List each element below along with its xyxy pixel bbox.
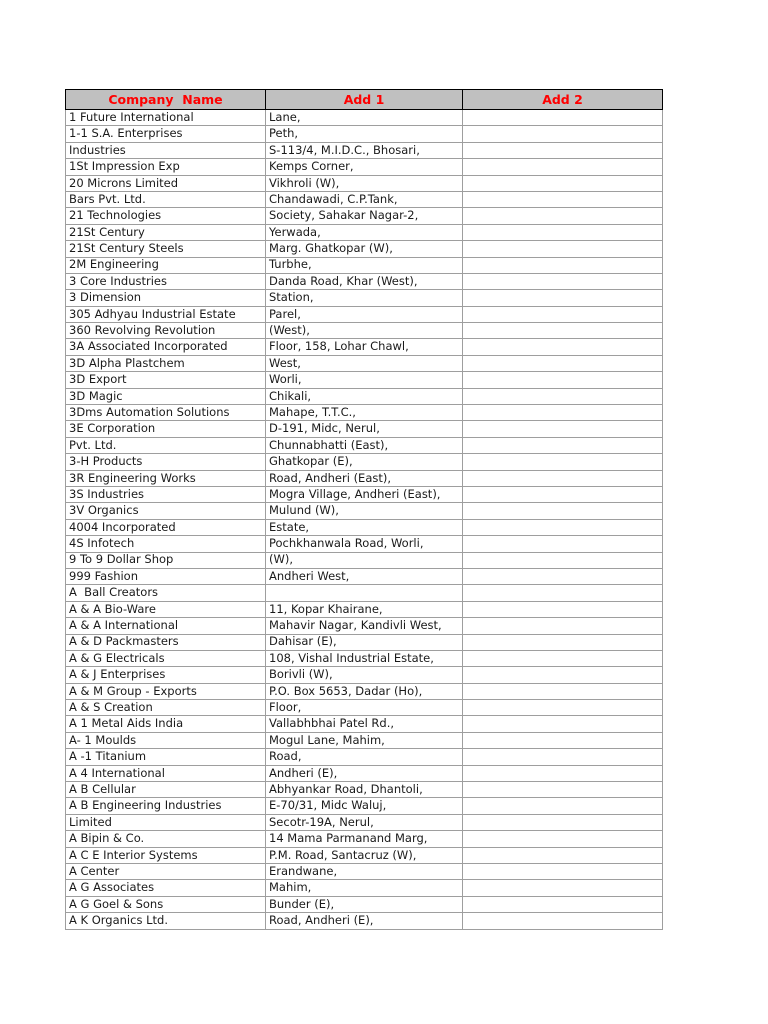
cell-add2 bbox=[463, 405, 663, 421]
cell-add1: P.M. Road, Santacruz (W), bbox=[266, 847, 463, 863]
cell-add1: Floor, 158, Lohar Chawl, bbox=[266, 339, 463, 355]
cell-add1: E-70/31, Midc Waluj, bbox=[266, 798, 463, 814]
cell-add2 bbox=[463, 847, 663, 863]
table-row bbox=[66, 650, 663, 666]
cell-add2 bbox=[463, 290, 663, 306]
cell-company-name: A 4 International bbox=[66, 765, 266, 781]
cell-add1: Parel, bbox=[266, 306, 463, 322]
cell-add2 bbox=[463, 421, 663, 437]
cell-add1: P.O. Box 5653, Dadar (Ho), bbox=[266, 683, 463, 699]
cell-add1: Floor, bbox=[266, 700, 463, 716]
cell-company-name: 3R Engineering Works bbox=[66, 470, 266, 486]
cell-company-name: 4S Infotech bbox=[66, 536, 266, 552]
cell-add1: Road, Andheri (East), bbox=[266, 470, 463, 486]
table-row bbox=[66, 585, 663, 601]
cell-company-name: 1St Impression Exp bbox=[66, 159, 266, 175]
cell-company-name: 1 Future International bbox=[66, 110, 266, 126]
cell-add1: Dahisar (E), bbox=[266, 634, 463, 650]
cell-add1: (W), bbox=[266, 552, 463, 568]
cell-add2 bbox=[463, 568, 663, 584]
cell-add2 bbox=[463, 273, 663, 289]
cell-company-name: A & A Bio-Ware bbox=[66, 601, 266, 617]
header-row bbox=[66, 90, 663, 110]
cell-add2 bbox=[463, 814, 663, 830]
cell-add1: Yerwada, bbox=[266, 224, 463, 240]
cell-company-name: A 1 Metal Aids India bbox=[66, 716, 266, 732]
cell-add1: Pochkhanwala Road, Worli, bbox=[266, 536, 463, 552]
cell-company-name: 3Dms Automation Solutions bbox=[66, 405, 266, 421]
cell-add1: Andheri (E), bbox=[266, 765, 463, 781]
table-row bbox=[66, 241, 663, 257]
cell-company-name: A Bipin & Co. bbox=[66, 831, 266, 847]
cell-company-name: 3V Organics bbox=[66, 503, 266, 519]
cell-company-name: A B Engineering Industries bbox=[66, 798, 266, 814]
table-row bbox=[66, 339, 663, 355]
cell-add1: Marg. Ghatkopar (W), bbox=[266, 241, 463, 257]
table-row bbox=[66, 732, 663, 748]
cell-add1: Borivli (W), bbox=[266, 667, 463, 683]
cell-company-name: 3A Associated Incorporated bbox=[66, 339, 266, 355]
table-row bbox=[66, 503, 663, 519]
table-row bbox=[66, 372, 663, 388]
cell-company-name: 21St Century bbox=[66, 224, 266, 240]
cell-company-name: 3D Magic bbox=[66, 388, 266, 404]
cell-add2 bbox=[463, 683, 663, 699]
cell-add2 bbox=[463, 126, 663, 142]
cell-add1: (West), bbox=[266, 323, 463, 339]
table-row bbox=[66, 470, 663, 486]
cell-add2 bbox=[463, 470, 663, 486]
cell-add2 bbox=[463, 175, 663, 191]
cell-company-name: Limited bbox=[66, 814, 266, 830]
table-body bbox=[66, 110, 663, 930]
cell-add1: Mahim, bbox=[266, 880, 463, 896]
company-address-table bbox=[65, 89, 663, 930]
table-row bbox=[66, 749, 663, 765]
cell-add1: Bunder (E), bbox=[266, 896, 463, 912]
cell-add2 bbox=[463, 437, 663, 453]
cell-add1: Road, Andheri (E), bbox=[266, 913, 463, 929]
cell-add2 bbox=[463, 667, 663, 683]
cell-company-name: A & G Electricals bbox=[66, 650, 266, 666]
cell-add2 bbox=[463, 536, 663, 552]
table-row bbox=[66, 142, 663, 158]
column-header-add1: Add 1 bbox=[266, 90, 463, 110]
table-row bbox=[66, 831, 663, 847]
cell-company-name: 3E Corporation bbox=[66, 421, 266, 437]
cell-add2 bbox=[463, 503, 663, 519]
table-row bbox=[66, 323, 663, 339]
cell-add1: Mahavir Nagar, Kandivli West, bbox=[266, 618, 463, 634]
cell-company-name: 20 Microns Limited bbox=[66, 175, 266, 191]
table-row bbox=[66, 568, 663, 584]
cell-add2 bbox=[463, 224, 663, 240]
cell-add2 bbox=[463, 208, 663, 224]
cell-company-name: A K Organics Ltd. bbox=[66, 913, 266, 929]
table-row bbox=[66, 306, 663, 322]
cell-company-name: Industries bbox=[66, 142, 266, 158]
cell-add1: Turbhe, bbox=[266, 257, 463, 273]
cell-company-name: A & S Creation bbox=[66, 700, 266, 716]
cell-company-name: A B Cellular bbox=[66, 782, 266, 798]
cell-add1: Chandawadi, C.P.Tank, bbox=[266, 191, 463, 207]
cell-company-name: 360 Revolving Revolution bbox=[66, 323, 266, 339]
cell-company-name: A & D Packmasters bbox=[66, 634, 266, 650]
cell-company-name: A- 1 Moulds bbox=[66, 732, 266, 748]
cell-company-name: 305 Adhyau Industrial Estate bbox=[66, 306, 266, 322]
table-row bbox=[66, 536, 663, 552]
cell-add2 bbox=[463, 634, 663, 650]
table-row bbox=[66, 814, 663, 830]
table-row bbox=[66, 405, 663, 421]
cell-company-name: 9 To 9 Dollar Shop bbox=[66, 552, 266, 568]
table-row bbox=[66, 454, 663, 470]
cell-add1: 108, Vishal Industrial Estate, bbox=[266, 650, 463, 666]
cell-add2 bbox=[463, 732, 663, 748]
cell-company-name: A G Goel & Sons bbox=[66, 896, 266, 912]
cell-add2 bbox=[463, 863, 663, 879]
cell-add1: Secotr-19A, Nerul, bbox=[266, 814, 463, 830]
table-row bbox=[66, 782, 663, 798]
cell-company-name: 3D Alpha Plastchem bbox=[66, 355, 266, 371]
cell-add2 bbox=[463, 519, 663, 535]
cell-company-name: 21St Century Steels bbox=[66, 241, 266, 257]
table-row bbox=[66, 552, 663, 568]
table-row bbox=[66, 716, 663, 732]
cell-add2 bbox=[463, 798, 663, 814]
cell-add2 bbox=[463, 355, 663, 371]
table-row bbox=[66, 896, 663, 912]
cell-company-name: 21 Technologies bbox=[66, 208, 266, 224]
cell-add1: Chikali, bbox=[266, 388, 463, 404]
table-row bbox=[66, 667, 663, 683]
cell-company-name: 3-H Products bbox=[66, 454, 266, 470]
cell-add2 bbox=[463, 241, 663, 257]
cell-add1: S-113/4, M.I.D.C., Bhosari, bbox=[266, 142, 463, 158]
cell-add2 bbox=[463, 782, 663, 798]
table-row bbox=[66, 634, 663, 650]
cell-add1: Peth, bbox=[266, 126, 463, 142]
cell-add2 bbox=[463, 257, 663, 273]
cell-add2 bbox=[463, 716, 663, 732]
table-row bbox=[66, 601, 663, 617]
table-row bbox=[66, 388, 663, 404]
cell-company-name: 3D Export bbox=[66, 372, 266, 388]
cell-company-name: 1-1 S.A. Enterprises bbox=[66, 126, 266, 142]
cell-company-name: A C E Interior Systems bbox=[66, 847, 266, 863]
cell-add1: Mulund (W), bbox=[266, 503, 463, 519]
cell-add1: Chunnabhatti (East), bbox=[266, 437, 463, 453]
cell-add2 bbox=[463, 601, 663, 617]
cell-add2 bbox=[463, 765, 663, 781]
cell-company-name: A G Associates bbox=[66, 880, 266, 896]
cell-add1: Lane, bbox=[266, 110, 463, 126]
cell-add1: Andheri West, bbox=[266, 568, 463, 584]
cell-add1: Kemps Corner, bbox=[266, 159, 463, 175]
table-row bbox=[66, 880, 663, 896]
cell-add2 bbox=[463, 618, 663, 634]
cell-add1: Mahape, T.T.C., bbox=[266, 405, 463, 421]
table-row bbox=[66, 421, 663, 437]
cell-company-name: A & J Enterprises bbox=[66, 667, 266, 683]
table-row bbox=[66, 224, 663, 240]
table-row bbox=[66, 913, 663, 929]
cell-company-name: A -1 Titanium bbox=[66, 749, 266, 765]
table-row bbox=[66, 159, 663, 175]
table-row bbox=[66, 175, 663, 191]
table-row bbox=[66, 208, 663, 224]
table-row bbox=[66, 437, 663, 453]
table-row bbox=[66, 700, 663, 716]
cell-add2 bbox=[463, 880, 663, 896]
cell-add1: West, bbox=[266, 355, 463, 371]
cell-add2 bbox=[463, 110, 663, 126]
cell-add2 bbox=[463, 306, 663, 322]
table-row bbox=[66, 863, 663, 879]
table-row bbox=[66, 683, 663, 699]
cell-add2 bbox=[463, 585, 663, 601]
cell-company-name: 3S Industries bbox=[66, 486, 266, 502]
cell-company-name: A Center bbox=[66, 863, 266, 879]
cell-add2 bbox=[463, 486, 663, 502]
cell-company-name: A & M Group - Exports bbox=[66, 683, 266, 699]
table-row bbox=[66, 798, 663, 814]
table-row bbox=[66, 618, 663, 634]
cell-company-name: 3 Dimension bbox=[66, 290, 266, 306]
table-row bbox=[66, 126, 663, 142]
cell-add1: Mogra Village, Andheri (East), bbox=[266, 486, 463, 502]
table-row bbox=[66, 290, 663, 306]
column-header-company-name: Company Name bbox=[66, 90, 266, 110]
cell-add1: Mogul Lane, Mahim, bbox=[266, 732, 463, 748]
cell-add1: Society, Sahakar Nagar-2, bbox=[266, 208, 463, 224]
cell-add1: D-191, Midc, Nerul, bbox=[266, 421, 463, 437]
cell-add2 bbox=[463, 159, 663, 175]
cell-company-name: A Ball Creators bbox=[66, 585, 266, 601]
cell-add2 bbox=[463, 454, 663, 470]
cell-company-name: Pvt. Ltd. bbox=[66, 437, 266, 453]
cell-add2 bbox=[463, 191, 663, 207]
table-row bbox=[66, 765, 663, 781]
table-row bbox=[66, 257, 663, 273]
cell-add1: Ghatkopar (E), bbox=[266, 454, 463, 470]
cell-add1: Danda Road, Khar (West), bbox=[266, 273, 463, 289]
table-row bbox=[66, 110, 663, 126]
table-row bbox=[66, 273, 663, 289]
column-header-add2: Add 2 bbox=[463, 90, 663, 110]
cell-add1: Worli, bbox=[266, 372, 463, 388]
cell-add1: Estate, bbox=[266, 519, 463, 535]
cell-add2 bbox=[463, 913, 663, 929]
table-row bbox=[66, 486, 663, 502]
cell-add2 bbox=[463, 142, 663, 158]
table-row bbox=[66, 847, 663, 863]
cell-company-name: Bars Pvt. Ltd. bbox=[66, 191, 266, 207]
cell-add1: Vallabhbhai Patel Rd., bbox=[266, 716, 463, 732]
cell-add2 bbox=[463, 749, 663, 765]
cell-add2 bbox=[463, 552, 663, 568]
cell-add2 bbox=[463, 339, 663, 355]
cell-add2 bbox=[463, 700, 663, 716]
cell-company-name: 3 Core Industries bbox=[66, 273, 266, 289]
cell-add2 bbox=[463, 323, 663, 339]
cell-company-name: 999 Fashion bbox=[66, 568, 266, 584]
cell-add1: 14 Mama Parmanand Marg, bbox=[266, 831, 463, 847]
cell-add1: Station, bbox=[266, 290, 463, 306]
cell-company-name: A & A International bbox=[66, 618, 266, 634]
cell-add1: Vikhroli (W), bbox=[266, 175, 463, 191]
cell-add1: Road, bbox=[266, 749, 463, 765]
cell-add2 bbox=[463, 388, 663, 404]
table-row bbox=[66, 355, 663, 371]
cell-company-name: 2M Engineering bbox=[66, 257, 266, 273]
table-row bbox=[66, 519, 663, 535]
cell-add2 bbox=[463, 896, 663, 912]
cell-add2 bbox=[463, 372, 663, 388]
cell-add2 bbox=[463, 831, 663, 847]
cell-company-name: 4004 Incorporated bbox=[66, 519, 266, 535]
cell-add1 bbox=[266, 585, 463, 601]
cell-add1: 11, Kopar Khairane, bbox=[266, 601, 463, 617]
cell-add1: Erandwane, bbox=[266, 863, 463, 879]
cell-add2 bbox=[463, 650, 663, 666]
cell-add1: Abhyankar Road, Dhantoli, bbox=[266, 782, 463, 798]
table-row bbox=[66, 191, 663, 207]
